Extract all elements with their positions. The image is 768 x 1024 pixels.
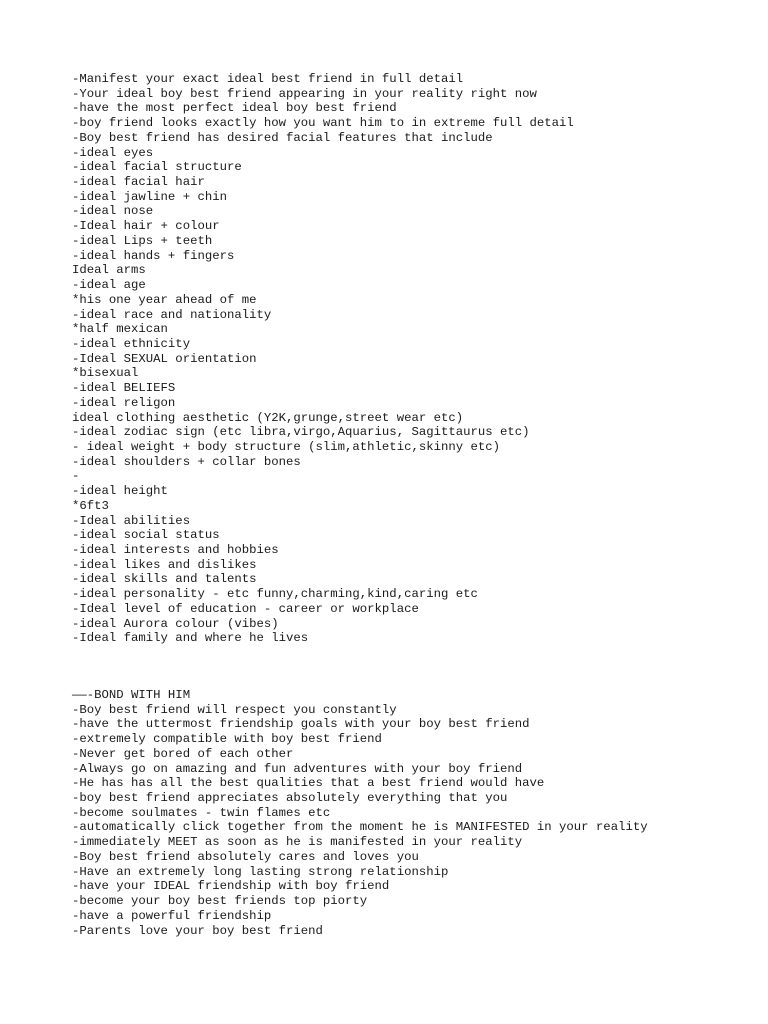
text-line: -ideal religon [72, 395, 176, 410]
text-line: -have the most perfect ideal boy best friend [72, 101, 397, 116]
text-line: ideal clothing aesthetic (Y2K,grunge,street wear etc) [72, 410, 464, 425]
text-line: -ideal facial structure [72, 160, 242, 175]
text-line: - [72, 469, 80, 484]
text-line: *bisexual [72, 366, 139, 381]
text-line: -Boy best friend absolutely cares and loves you [72, 849, 419, 864]
text-line: -ideal BELIEFS [72, 381, 176, 396]
text-line: -extremely compatible with boy best friend [72, 732, 382, 747]
text-line: -ideal race and nationality [72, 307, 272, 322]
text-line: -ideal jawline + chin [72, 189, 227, 204]
text-line: -Ideal level of education - career or workplace [72, 601, 419, 616]
text-line: -ideal shoulders + collar bones [72, 454, 301, 469]
text-line: -Ideal abilities [72, 513, 191, 528]
text-line: -ideal zodiac sign (etc libra,virgo,Aquarius, Sagittaurus etc) [72, 425, 530, 440]
text-line: -have the uttermost friendship goals with your boy best friend [72, 717, 530, 732]
text-line: -ideal eyes [72, 145, 154, 160]
text-line: Ideal arms [72, 263, 146, 278]
text-line: ——-BOND WITH HIM [72, 688, 191, 702]
text-line: -Parents love your boy best friend [72, 923, 323, 938]
text-line: -Boy best friend will respect you constantly [72, 702, 397, 717]
text-line: *his one year ahead of me [72, 292, 257, 307]
text-line: *half mexican [72, 322, 168, 337]
text-line: -boy friend looks exactly how you want him to in extreme full detail [72, 116, 574, 131]
text-line: -ideal social status [72, 528, 220, 543]
text-line: -Ideal family and where he lives [72, 631, 309, 646]
text-line: -Always go on amazing and fun adventures with your boy friend [72, 761, 523, 776]
text-line: -Ideal SEXUAL orientation [72, 351, 257, 366]
text-line: -ideal skills and talents [72, 572, 257, 587]
text-line: -ideal hands + fingers [72, 248, 235, 263]
text-line: -boy best friend appreciates absolutely everything that you [72, 791, 508, 806]
text-line: -ideal interests and hobbies [72, 543, 279, 557]
text-line: -Manifest your exact ideal best friend in full detail [72, 72, 464, 86]
text-line: -ideal Lips + teeth [72, 233, 213, 248]
text-line: -become soulmates - twin flames etc [72, 805, 331, 820]
text-line: -ideal height [72, 484, 168, 499]
bond-with-him-list [72, 688, 648, 938]
text-line: - ideal weight + body structure (slim,athletic,skinny etc) [72, 439, 501, 454]
text-line: -ideal personality - etc funny,charming,kind,caring etc [72, 587, 478, 602]
text-line: -automatically click together from the moment he is MANIFESTED in your reality [72, 820, 648, 835]
text-line: -Never get bored of each other [72, 746, 294, 761]
text-line: -Boy best friend has desired facial features that include [72, 130, 493, 145]
text-line: -have your IDEAL friendship with boy friend [72, 879, 390, 894]
text-line: -ideal likes and dislikes [72, 557, 257, 572]
text-line: -immediately MEET as soon as he is manifested in your reality [72, 835, 523, 850]
text-line: -ideal facial hair [72, 175, 205, 190]
text-line: -Your ideal boy best friend appearing in your reality right now [72, 86, 537, 101]
ideal-features-list [72, 72, 574, 646]
text-line: *6ft3 [72, 498, 109, 513]
text-line: -ideal ethnicity [72, 336, 191, 351]
text-line: -have a powerful friendship [72, 908, 272, 923]
text-line: -become your boy best friends top piorty [72, 894, 368, 909]
text-line: -ideal nose [72, 204, 154, 219]
text-line: -Ideal hair + colour [72, 219, 220, 234]
text-line: -ideal Aurora colour (vibes) [72, 616, 279, 631]
text-line: -He has has all the best qualities that a best friend would have [72, 776, 545, 791]
text-line: -Have an extremely long lasting strong relationship [72, 864, 449, 879]
text-line: -ideal age [72, 278, 146, 293]
